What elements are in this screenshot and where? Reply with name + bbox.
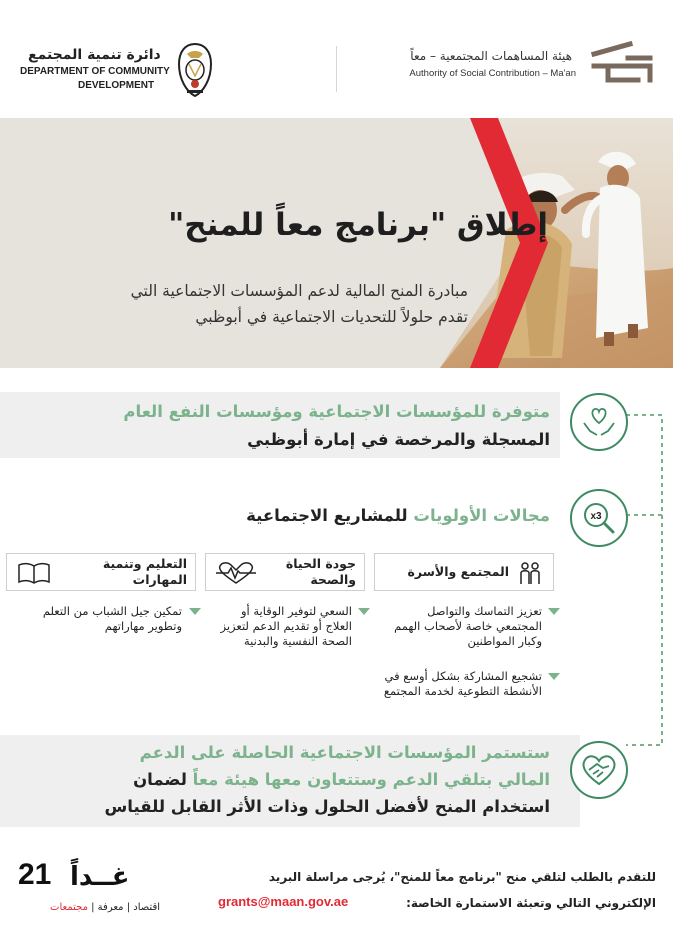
email-link[interactable]: grants@maan.gov.ae <box>218 894 349 909</box>
ghadan-tag-knowledge: معرفة <box>97 902 124 913</box>
category-box-education <box>6 553 196 591</box>
priorities-rest: للمشاريع الاجتماعية <box>246 506 408 525</box>
category-label-health: جودة الحياة والصحة <box>285 556 356 587</box>
bullet-health-1: السعي لتوفير الوقاية أو العلاج أو تقديم الدعم لتعزيز الصحة النفسية والبدنية <box>220 604 352 648</box>
hero-title: إطلاق "برنامج معاً للمنح" <box>168 207 548 243</box>
hands-heart-icon <box>580 403 618 441</box>
bullet-marker <box>358 608 370 615</box>
hero-subtitle-line1: مبادرة المنح المالية لدعم المؤسسات الاجتماعية التي <box>130 282 468 300</box>
bullet-education-1: تمكين جيل الشباب من التعلم وتطوير مهاراتهم <box>42 604 182 633</box>
ghadan-number: 21 <box>18 858 52 891</box>
apply-instruction-line2: الإلكتروني التالي وتعبئة الاستمارة الخاصة: <box>406 896 656 910</box>
maan-logo-icon <box>588 36 656 90</box>
collaboration-line1-text: ستستمر المؤسسات الاجتماعية الحاصلة على الدعم <box>139 743 550 762</box>
ghadan-word: غــداً <box>70 862 130 892</box>
dcd-name-english-line1: DEPARTMENT OF COMMUNITY <box>20 66 170 77</box>
availability-line2: المسجلة والمرخصة في إمارة أبوظبي <box>247 430 550 449</box>
bullet-marker <box>189 608 201 615</box>
bullet-marker <box>548 608 560 615</box>
x3-label: x3 <box>590 511 602 522</box>
ghadan-tag-economy: اقتصاد <box>133 902 160 913</box>
ghadan-tags: اقتصاد | معرفة | مجتمعات <box>50 902 160 913</box>
dashed-connector <box>580 395 670 795</box>
maan-name-english: Authority of Social Contribution – Ma'an <box>409 68 576 79</box>
dcd-name-english-line2: DEVELOPMENT <box>78 80 155 91</box>
category-box-health <box>205 553 365 591</box>
hero-subtitle-line2: تقدم حلولاً للتحديات الاجتماعية في أبوظبي <box>195 308 468 326</box>
priorities-highlight: مجالات الأولويات <box>413 506 550 525</box>
category-label-community: المجتمع والأسرة <box>407 564 509 579</box>
collaboration-line3: استخدام المنح لأفضل الحلول وذات الأثر القابل للقياس <box>104 797 550 816</box>
maan-name-arabic: هيئة المساهمات المجتمعية – معاً <box>410 49 572 63</box>
availability-highlight: متوفرة للمؤسسات الاجتماعية ومؤسسات النفع العام <box>123 402 550 421</box>
priorities-circle <box>570 489 628 547</box>
hero-photo-illustration <box>0 118 673 368</box>
collaboration-circle <box>570 741 628 799</box>
apply-instruction-line1: للتقدم بالطلب لتلقي منح "برنامج معاً للمنح"، يُرجى مراسلة البريد <box>268 870 656 884</box>
header-divider <box>336 46 337 92</box>
bullet-community-1: تعزيز التماسك والتواصل المجتمعي خاصة لأصحاب الهمم وكبار المواطنين <box>394 604 542 648</box>
abu-dhabi-emblem-icon <box>175 40 215 100</box>
collaboration-line2 <box>20 770 550 789</box>
dcd-name-arabic: دائرة تنمية المجتمع <box>28 47 161 63</box>
collaboration-line2-highlight: المالي بتلقي الدعم وستتعاون معها هيئة معاً <box>192 770 550 789</box>
collaboration-line1 <box>20 743 550 762</box>
ghadan-tag-communities: مجتمعات <box>50 902 88 913</box>
bullet-marker <box>548 673 560 680</box>
hero-banner <box>0 118 673 368</box>
red-chevron-icon <box>470 118 570 368</box>
handshake-heart-icon <box>579 750 619 790</box>
book-icon <box>17 562 51 584</box>
availability-line1 <box>20 402 550 421</box>
collaboration-line2-rest: لضمان <box>133 770 187 789</box>
search-x3-icon <box>579 498 619 538</box>
family-icon <box>517 560 543 586</box>
category-box-community <box>374 553 554 591</box>
ghadan21-logo <box>18 858 168 928</box>
availability-circle <box>570 393 628 451</box>
heartbeat-icon <box>214 561 258 585</box>
category-label-education: التعليم وتنمية المهارات <box>102 556 187 587</box>
priorities-heading <box>20 506 550 525</box>
bullet-community-2: تشجيع المشاركة بشكل أوسع في الأنشطة التطوعية لخدمة المجتمع <box>383 669 542 698</box>
